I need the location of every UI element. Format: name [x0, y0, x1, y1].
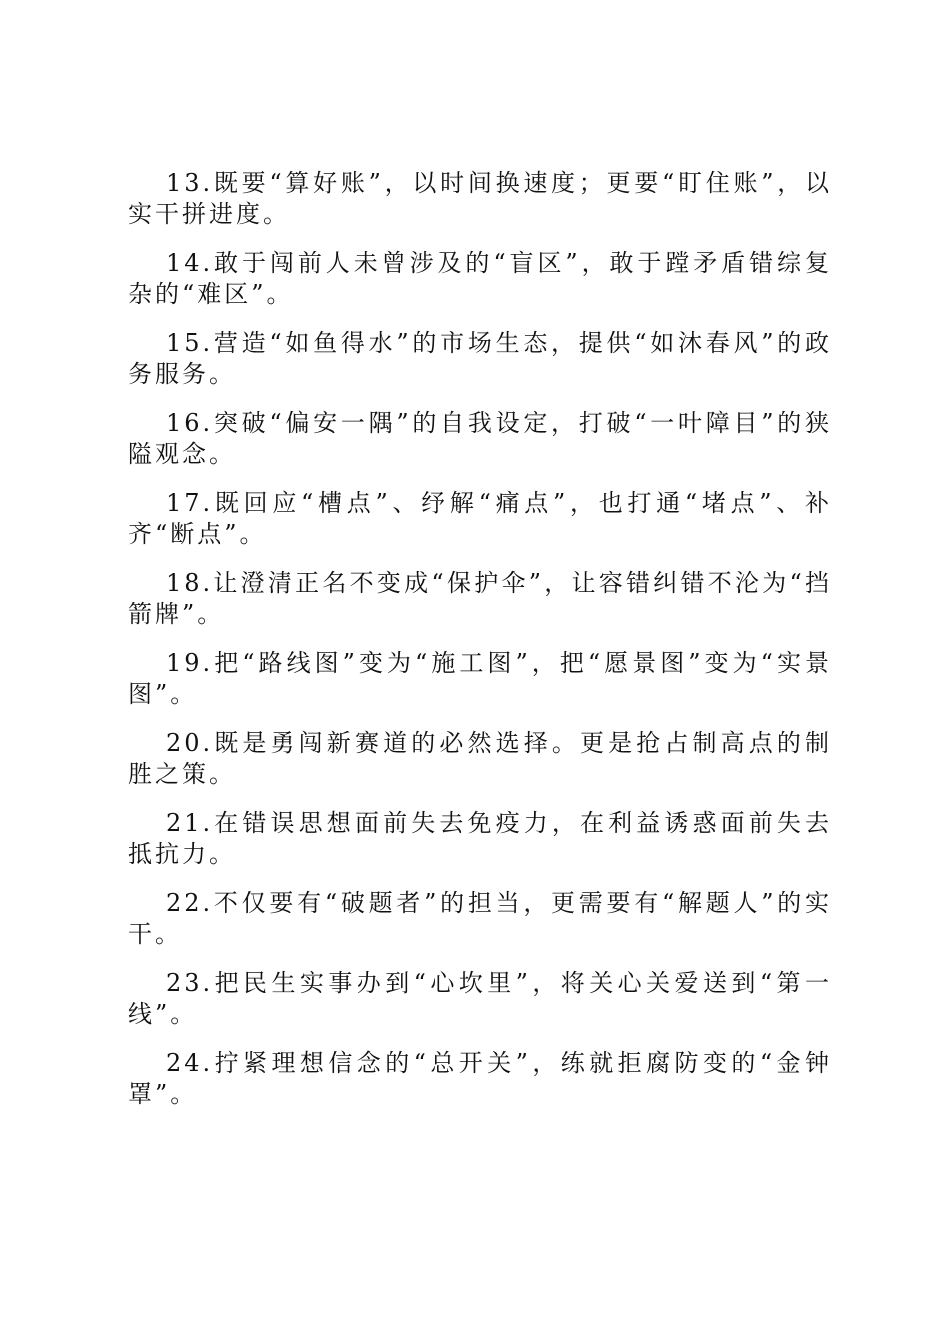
paragraph-24: 24.拧紧理想信念的“总开关”，练就拒腐防变的“金钟罩”。 [128, 1049, 832, 1108]
paragraph-14: 14.敢于闯前人未曾涉及的“盲区”，敢于蹚矛盾错综复杂的“难区”。 [128, 249, 832, 308]
paragraph-23: 23.把民生实事办到“心坎里”，将关心关爱送到“第一线”。 [128, 969, 832, 1028]
document-body [128, 168, 832, 1128]
paragraph-16: 16.突破“偏安一隅”的自我设定，打破“一叶障目”的狭隘观念。 [128, 409, 832, 468]
paragraph-17: 17.既回应“槽点”、纾解“痛点”，也打通“堵点”、补齐“断点”。 [128, 489, 832, 548]
paragraph-21: 21.在错误思想面前失去免疫力，在利益诱惑面前失去抵抗力。 [128, 809, 832, 868]
paragraph-15: 15.营造“如鱼得水”的市场生态，提供“如沐春风”的政务服务。 [128, 329, 832, 388]
paragraph-13: 13.既要“算好账”，以时间换速度；更要“盯住账”，以实干拼进度。 [128, 169, 832, 228]
paragraph-18: 18.让澄清正名不变成“保护伞”，让容错纠错不沦为“挡箭牌”。 [128, 569, 832, 628]
paragraph-22: 22.不仅要有“破题者”的担当，更需要有“解题人”的实干。 [128, 889, 832, 948]
paragraph-19: 19.把“路线图”变为“施工图”，把“愿景图”变为“实景图”。 [128, 649, 832, 708]
paragraph-20: 20.既是勇闯新赛道的必然选择。更是抢占制高点的制胜之策。 [128, 729, 832, 788]
